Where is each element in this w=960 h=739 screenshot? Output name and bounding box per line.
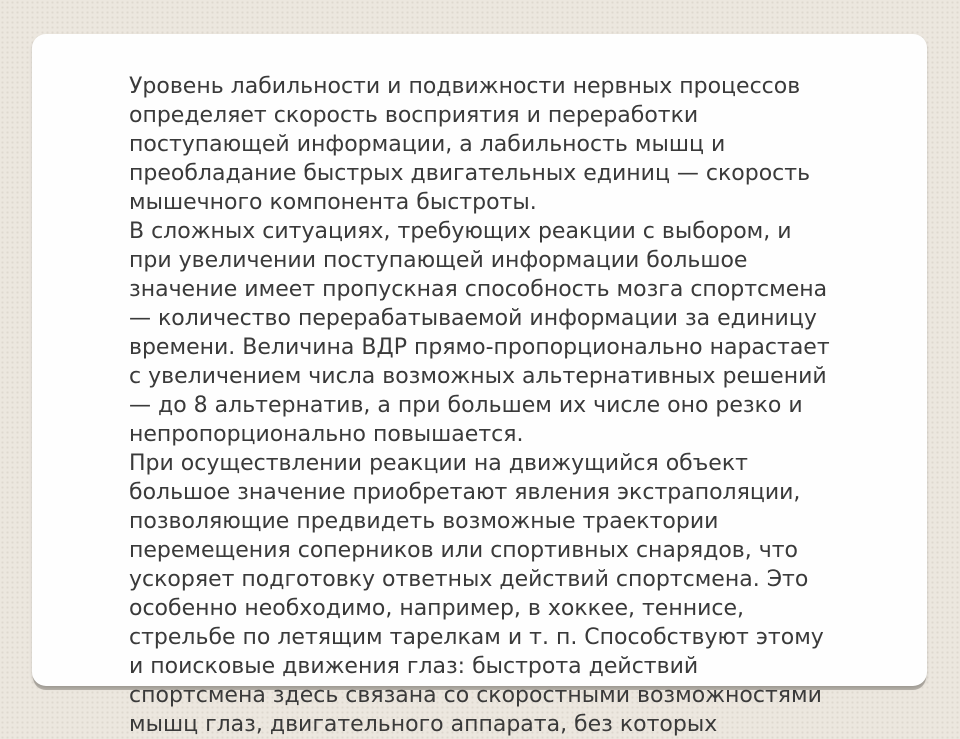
slide-body-text	[129, 72, 899, 739]
text-line: особенно необходимо, например, в хоккее, теннисе,	[129, 596, 745, 621]
text-line: при увеличении поступающей информации большое	[129, 248, 748, 273]
text-line: непропорционально повышается.	[129, 422, 524, 447]
text-line: с увеличением числа возможных альтернативных решений	[129, 364, 827, 389]
text-line: спортсмена здесь связана со скоростными возможностями	[129, 683, 822, 708]
text-line: преобладание быстрых двигательных единиц — скорость	[129, 161, 811, 186]
text-line: Уровень лабильности и подвижности нервных процессов	[129, 74, 801, 99]
text-line: В сложных ситуациях, требующих реакции с выбором, и	[129, 219, 792, 244]
text-line: значение имеет пропускная способность мозга спортсмена	[129, 277, 828, 302]
text-line: — количество перерабатываемой информации за единицу	[129, 306, 817, 331]
text-line: мышечного компонента быстроты.	[129, 190, 537, 215]
text-line: стрельбе по летящим тарелкам и т. п. Способствуют этому	[129, 625, 824, 650]
text-line: — до 8 альтернатив, а при большем их числе оно резко и	[129, 393, 803, 418]
text-line: большое значение приобретают явления экстраполяции,	[129, 480, 801, 505]
text-line: поступающей информации, а лабильность мышц и	[129, 132, 726, 157]
text-line: времени. Величина ВДР прямо-пропорционально нарастает	[129, 335, 830, 360]
text-line: перемещения соперников или спортивных снарядов, что	[129, 538, 799, 563]
text-line: ускоряет подготовку ответных действий спортсмена. Это	[129, 567, 809, 592]
text-line: При осуществлении реакции на движущийся объект	[129, 451, 748, 476]
text-line: и поисковые движения глаз: быстрота действий	[129, 654, 699, 679]
text-line: определяет скорость восприятия и переработки	[129, 103, 699, 128]
text-line: позволяющие предвидеть возможные траектории	[129, 509, 719, 534]
text-line: мышц глаз, двигательного аппарата, без которых	[129, 712, 718, 737]
